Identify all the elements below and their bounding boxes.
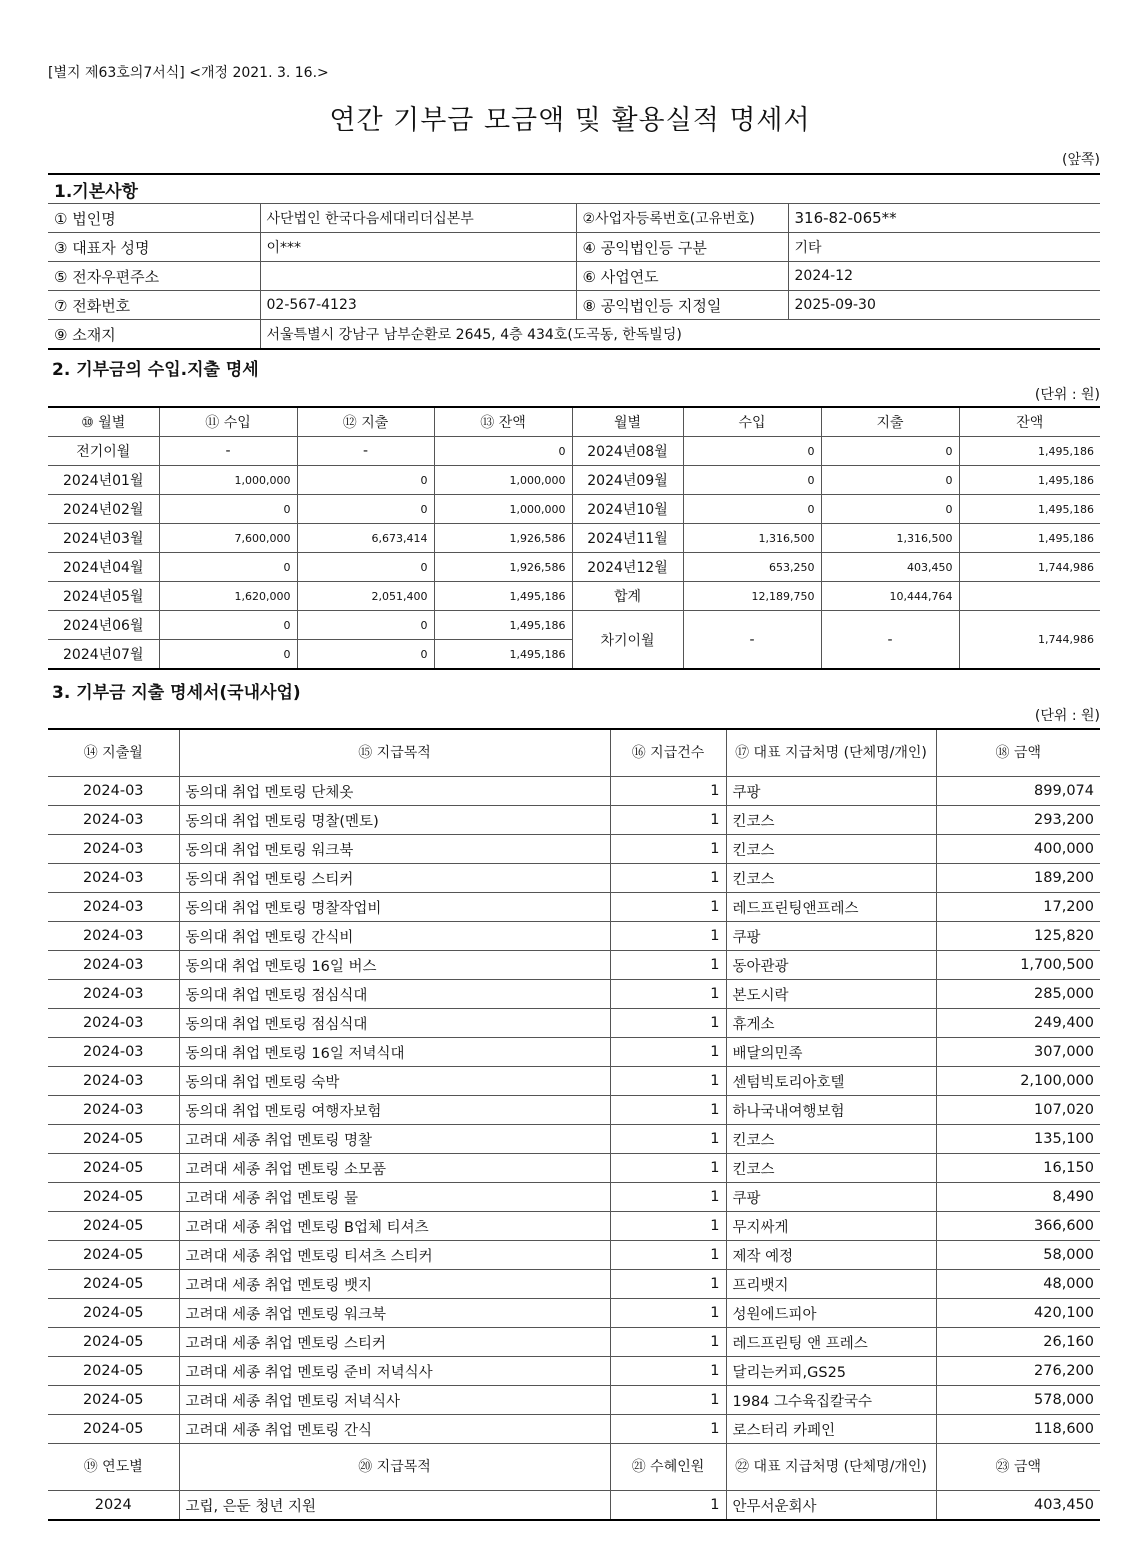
purpose-cell: 동의대 취업 멘토링 16일 저녁식대 [179,1038,610,1067]
count-cell: 1 [610,806,726,835]
field-label: ⑨ 소재지 [48,320,260,350]
amount-cell: 899,074 [936,777,1100,806]
purpose-cell: 동의대 취업 멘토링 스티커 [179,864,610,893]
table-row [48,611,1100,640]
amount-cell: 293,200 [936,806,1100,835]
income-cell: 653,250 [683,553,821,582]
column-header: ⑮ 지급목적 [179,729,610,777]
month-cell: 2024-05 [48,1415,179,1444]
month-cell: 2024-03 [48,1038,179,1067]
payee-cell: 쿠팡 [726,1183,936,1212]
amount-cell: 578,000 [936,1386,1100,1415]
basic-info-row [48,291,1100,320]
month-cell: 2024-03 [48,1096,179,1125]
table-row [48,437,1100,466]
month-cell: 2024년04월 [48,553,159,582]
table-row [48,524,1100,553]
month-cell: 2024년07월 [48,640,159,670]
table-row [48,1415,1100,1444]
count-cell: 1 [610,1096,726,1125]
section2-title: 2. 기부금의 수입.지출 명세 [52,360,259,380]
amount-cell: 8,490 [936,1183,1100,1212]
column-header: ㉑ 수혜인원 [610,1444,726,1491]
count-cell: 1 [610,1154,726,1183]
month-cell: 2024-05 [48,1183,179,1212]
unit-label: (단위 : 원) [1034,708,1100,724]
amount-cell: 58,000 [936,1241,1100,1270]
table-row [48,1154,1100,1183]
month-cell: 2024-03 [48,864,179,893]
table-header-row [48,729,1100,777]
amount-cell: 249,400 [936,1009,1100,1038]
field-value: 2024-12 [788,262,1100,291]
month-cell: 2024년06월 [48,611,159,640]
table-row [48,1299,1100,1328]
carry-forward-expense: - [821,611,959,670]
field-label: ⑧ 공익법인등 지정일 [576,291,788,320]
payee-cell: 킨코스 [726,835,936,864]
basic-info-row [48,204,1100,233]
month-cell: 2024년12월 [572,553,683,582]
balance-cell: 1,926,586 [434,524,572,553]
month-cell: 2024-03 [48,835,179,864]
expense-cell: 0 [821,437,959,466]
income-cell: 0 [683,495,821,524]
payee-cell: 킨코스 [726,1154,936,1183]
field-value [260,262,576,291]
payee-cell: 쿠팡 [726,922,936,951]
amount-cell: 420,100 [936,1299,1100,1328]
payee-cell: 무지싸게 [726,1212,936,1241]
expense-cell: 1,316,500 [821,524,959,553]
address-value: 서울특별시 강남구 남부순환로 2645, 4층 434호(도곡동, 한독빌딩) [260,320,1100,350]
expense-cell: 0 [297,495,434,524]
form-id: [별지 제63호의7서식] <개정 2021. 3. 16.> [48,65,329,81]
amount-cell: 189,200 [936,864,1100,893]
table-row [48,1038,1100,1067]
basic-info-row [48,262,1100,291]
expense-cell: - [297,437,434,466]
table-header-row [48,1444,1100,1491]
purpose-cell: 고려대 세종 취업 멘토링 물 [179,1183,610,1212]
payee-cell: 쿠팡 [726,777,936,806]
amount-cell: 400,000 [936,835,1100,864]
table-row [48,1125,1100,1154]
field-label: ②사업자등록번호(고유번호) [576,204,788,233]
table-row [48,951,1100,980]
field-label: ⑥ 사업연도 [576,262,788,291]
count-cell: 1 [610,1212,726,1241]
purpose-cell: 동의대 취업 멘토링 워크북 [179,835,610,864]
expenditure-detail-table [48,728,1100,1521]
balance-cell: 1,495,186 [959,437,1100,466]
month-cell: 2024-05 [48,1386,179,1415]
purpose-cell: 동의대 취업 멘토링 점심식대 [179,980,610,1009]
amount-cell: 125,820 [936,922,1100,951]
amount-cell: 285,000 [936,980,1100,1009]
income-cell: 0 [159,640,297,670]
count-cell: 1 [610,1241,726,1270]
table-row [48,553,1100,582]
purpose-cell: 동의대 취업 멘토링 숙박 [179,1067,610,1096]
field-label: ③ 대표자 성명 [48,233,260,262]
field-value: 기타 [788,233,1100,262]
count-cell: 1 [610,1357,726,1386]
count-cell: 1 [610,1491,726,1521]
balance-cell: 1,744,986 [959,553,1100,582]
month-cell: 2024년10월 [572,495,683,524]
purpose-cell: 고려대 세종 취업 멘토링 뱃지 [179,1270,610,1299]
count-cell: 1 [610,1415,726,1444]
table-row [48,1357,1100,1386]
payee-cell: 1984 그수육집칼국수 [726,1386,936,1415]
purpose-cell: 고려대 세종 취업 멘토링 명찰 [179,1125,610,1154]
column-header: ⑫ 지출 [297,407,434,437]
purpose-cell: 고려대 세종 취업 멘토링 저녁식사 [179,1386,610,1415]
table-row [48,1183,1100,1212]
balance-cell: 1,495,186 [959,495,1100,524]
count-cell: 1 [610,1270,726,1299]
amount-cell: 48,000 [936,1270,1100,1299]
column-header: ⑭ 지출월 [48,729,179,777]
payee-cell: 제작 예정 [726,1241,936,1270]
count-cell: 1 [610,1067,726,1096]
balance-cell: 1,495,186 [959,466,1100,495]
total-balance-cell [959,582,1100,611]
amount-cell: 2,100,000 [936,1067,1100,1096]
payee-cell: 하나국내여행보험 [726,1096,936,1125]
purpose-cell: 동의대 취업 멘토링 명찰(멘토) [179,806,610,835]
table-row [48,1386,1100,1415]
payee-cell: 휴게소 [726,1009,936,1038]
month-cell: 2024년05월 [48,582,159,611]
expense-cell: 0 [297,611,434,640]
income-cell: - [159,437,297,466]
field-label: ① 법인명 [48,204,260,233]
balance-cell: 1,495,186 [959,524,1100,553]
payee-cell: 프리뱃지 [726,1270,936,1299]
month-cell: 2024-05 [48,1125,179,1154]
payee-cell: 배달의민족 [726,1038,936,1067]
expense-cell: 0 [821,466,959,495]
month-cell: 2024년03월 [48,524,159,553]
count-cell: 1 [610,1386,726,1415]
table-header-row [48,407,1100,437]
section3-title: 3. 기부금 지출 명세서(국내사업) [52,683,301,703]
purpose-cell: 고려대 세종 취업 멘토링 워크북 [179,1299,610,1328]
count-cell: 1 [610,835,726,864]
table-row [48,777,1100,806]
amount-cell: 307,000 [936,1038,1100,1067]
count-cell: 1 [610,864,726,893]
table-row [48,806,1100,835]
field-label: ④ 공익법인등 구분 [576,233,788,262]
table-row [48,1491,1100,1521]
table-row [48,893,1100,922]
month-cell: 2024년08월 [572,437,683,466]
month-cell: 2024-03 [48,922,179,951]
purpose-cell: 고려대 세종 취업 멘토링 B업체 티셔츠 [179,1212,610,1241]
expense-cell: 0 [297,553,434,582]
field-value: 316-82-065** [788,204,1100,233]
column-header: 수입 [683,407,821,437]
month-cell: 2024-05 [48,1241,179,1270]
payee-cell: 레드프린팅 앤 프레스 [726,1328,936,1357]
amount-cell: 16,150 [936,1154,1100,1183]
total-income-cell: 12,189,750 [683,582,821,611]
month-cell: 전기이월 [48,437,159,466]
column-header: ⑳ 지급목적 [179,1444,610,1491]
month-cell: 2024년11월 [572,524,683,553]
table-row [48,835,1100,864]
field-label: ⑦ 전화번호 [48,291,260,320]
count-cell: 1 [610,1125,726,1154]
income-cell: 1,000,000 [159,466,297,495]
count-cell: 1 [610,1299,726,1328]
total-expense-cell: 10,444,764 [821,582,959,611]
column-header: ⑪ 수입 [159,407,297,437]
amount-cell: 366,600 [936,1212,1100,1241]
section1-title: 1.기본사항 [48,174,1100,204]
payee-cell: 센텀빅토리아호텔 [726,1067,936,1096]
balance-cell: 1,495,186 [434,640,572,670]
month-cell: 2024-05 [48,1357,179,1386]
total-label-cell: 합계 [572,582,683,611]
count-cell: 1 [610,980,726,1009]
count-cell: 1 [610,1328,726,1357]
unit-label: (단위 : 원) [1034,387,1100,403]
column-header: 월별 [572,407,683,437]
column-header: ㉒ 대표 지급처명 (단체명/개인) [726,1444,936,1491]
field-label: ⑤ 전자우편주소 [48,262,260,291]
purpose-cell: 고려대 세종 취업 멘토링 간식 [179,1415,610,1444]
month-cell: 2024-03 [48,1009,179,1038]
income-cell: 1,620,000 [159,582,297,611]
table-row [48,1328,1100,1357]
expense-cell: 6,673,414 [297,524,434,553]
column-header: ⑲ 연도별 [48,1444,179,1491]
month-cell: 2024-03 [48,777,179,806]
month-cell: 2024년01월 [48,466,159,495]
expense-cell: 0 [297,466,434,495]
purpose-cell: 고려대 세종 취업 멘토링 스티커 [179,1328,610,1357]
payee-cell: 성원에드피아 [726,1299,936,1328]
carry-forward-label: 차기이월 [572,611,683,670]
expense-cell: 2,051,400 [297,582,434,611]
payee-cell: 레드프린팅앤프레스 [726,893,936,922]
purpose-cell: 동의대 취업 멘토링 여행자보험 [179,1096,610,1125]
table-row [48,495,1100,524]
month-cell: 2024-03 [48,980,179,1009]
column-header: ⑱ 금액 [936,729,1100,777]
carry-forward-income: - [683,611,821,670]
income-cell: 0 [159,611,297,640]
table-row [48,466,1100,495]
expense-cell: 0 [297,640,434,670]
month-cell: 2024 [48,1491,179,1521]
month-cell: 2024-03 [48,893,179,922]
amount-cell: 118,600 [936,1415,1100,1444]
expense-cell: 0 [821,495,959,524]
table-row [48,980,1100,1009]
page-side: (앞쪽) [1062,152,1100,168]
income-cell: 0 [159,495,297,524]
payee-cell: 로스터리 카페인 [726,1415,936,1444]
column-header: ㉓ 금액 [936,1444,1100,1491]
income-cell: 0 [159,553,297,582]
income-expense-table [48,406,1100,670]
count-cell: 1 [610,922,726,951]
count-cell: 1 [610,777,726,806]
count-cell: 1 [610,1009,726,1038]
month-cell: 2024-05 [48,1299,179,1328]
month-cell: 2024-05 [48,1270,179,1299]
payee-cell: 킨코스 [726,806,936,835]
table-row [48,1270,1100,1299]
column-header: ⑯ 지급건수 [610,729,726,777]
table-row [48,1009,1100,1038]
column-header: ⑰ 대표 지급처명 (단체명/개인) [726,729,936,777]
income-cell: 7,600,000 [159,524,297,553]
table-row [48,1067,1100,1096]
income-cell: 1,316,500 [683,524,821,553]
balance-cell: 1,000,000 [434,466,572,495]
month-cell: 2024-03 [48,1067,179,1096]
basic-info-row [48,233,1100,262]
page-title: 연간 기부금 모금액 및 활용실적 명세서 [329,105,811,136]
field-value: 02-567-4123 [260,291,576,320]
balance-cell: 1,000,000 [434,495,572,524]
purpose-cell: 동의대 취업 멘토링 간식비 [179,922,610,951]
amount-cell: 26,160 [936,1328,1100,1357]
purpose-cell: 동의대 취업 멘토링 점심식대 [179,1009,610,1038]
purpose-cell: 동의대 취업 멘토링 명찰작업비 [179,893,610,922]
table-row [48,1241,1100,1270]
count-cell: 1 [610,1038,726,1067]
field-value: 이*** [260,233,576,262]
purpose-cell: 동의대 취업 멘토링 16일 버스 [179,951,610,980]
month-cell: 2024-05 [48,1154,179,1183]
payee-cell: 동아관광 [726,951,936,980]
basic-info-table [48,173,1100,350]
table-row [48,864,1100,893]
income-cell: 0 [683,466,821,495]
table-row [48,922,1100,951]
amount-cell: 403,450 [936,1491,1100,1521]
balance-cell: 1,495,186 [434,582,572,611]
purpose-cell: 고려대 세종 취업 멘토링 티셔츠 스티커 [179,1241,610,1270]
field-value: 2025-09-30 [788,291,1100,320]
purpose-cell: 고려대 세종 취업 멘토링 소모품 [179,1154,610,1183]
purpose-cell: 고립, 은둔 청년 지원 [179,1491,610,1521]
amount-cell: 276,200 [936,1357,1100,1386]
table-row [48,1212,1100,1241]
amount-cell: 107,020 [936,1096,1100,1125]
column-header: 지출 [821,407,959,437]
month-cell: 2024-03 [48,806,179,835]
column-header: ⑩ 월별 [48,407,159,437]
field-value: 사단법인 한국다음세대리더십본부 [260,204,576,233]
count-cell: 1 [610,893,726,922]
balance-cell: 0 [434,437,572,466]
payee-cell: 안무서운회사 [726,1491,936,1521]
section1-header-row [48,174,1100,204]
column-header: 잔액 [959,407,1100,437]
table-row [48,1096,1100,1125]
count-cell: 1 [610,951,726,980]
month-cell: 2024년02월 [48,495,159,524]
column-header: ⑬ 잔액 [434,407,572,437]
balance-cell: 1,926,586 [434,553,572,582]
payee-cell: 달리는커피,GS25 [726,1357,936,1386]
basic-info-row [48,320,1100,350]
count-cell: 1 [610,1183,726,1212]
month-cell: 2024년09월 [572,466,683,495]
table-row [48,582,1100,611]
payee-cell: 킨코스 [726,1125,936,1154]
expense-cell: 403,450 [821,553,959,582]
month-cell: 2024-03 [48,951,179,980]
amount-cell: 1,700,500 [936,951,1100,980]
carry-forward-balance: 1,744,986 [959,611,1100,670]
purpose-cell: 고려대 세종 취업 멘토링 준비 저녁식사 [179,1357,610,1386]
payee-cell: 본도시락 [726,980,936,1009]
balance-cell: 1,495,186 [434,611,572,640]
amount-cell: 135,100 [936,1125,1100,1154]
amount-cell: 17,200 [936,893,1100,922]
purpose-cell: 동의대 취업 멘토링 단체옷 [179,777,610,806]
month-cell: 2024-05 [48,1212,179,1241]
payee-cell: 킨코스 [726,864,936,893]
month-cell: 2024-05 [48,1328,179,1357]
income-cell: 0 [683,437,821,466]
